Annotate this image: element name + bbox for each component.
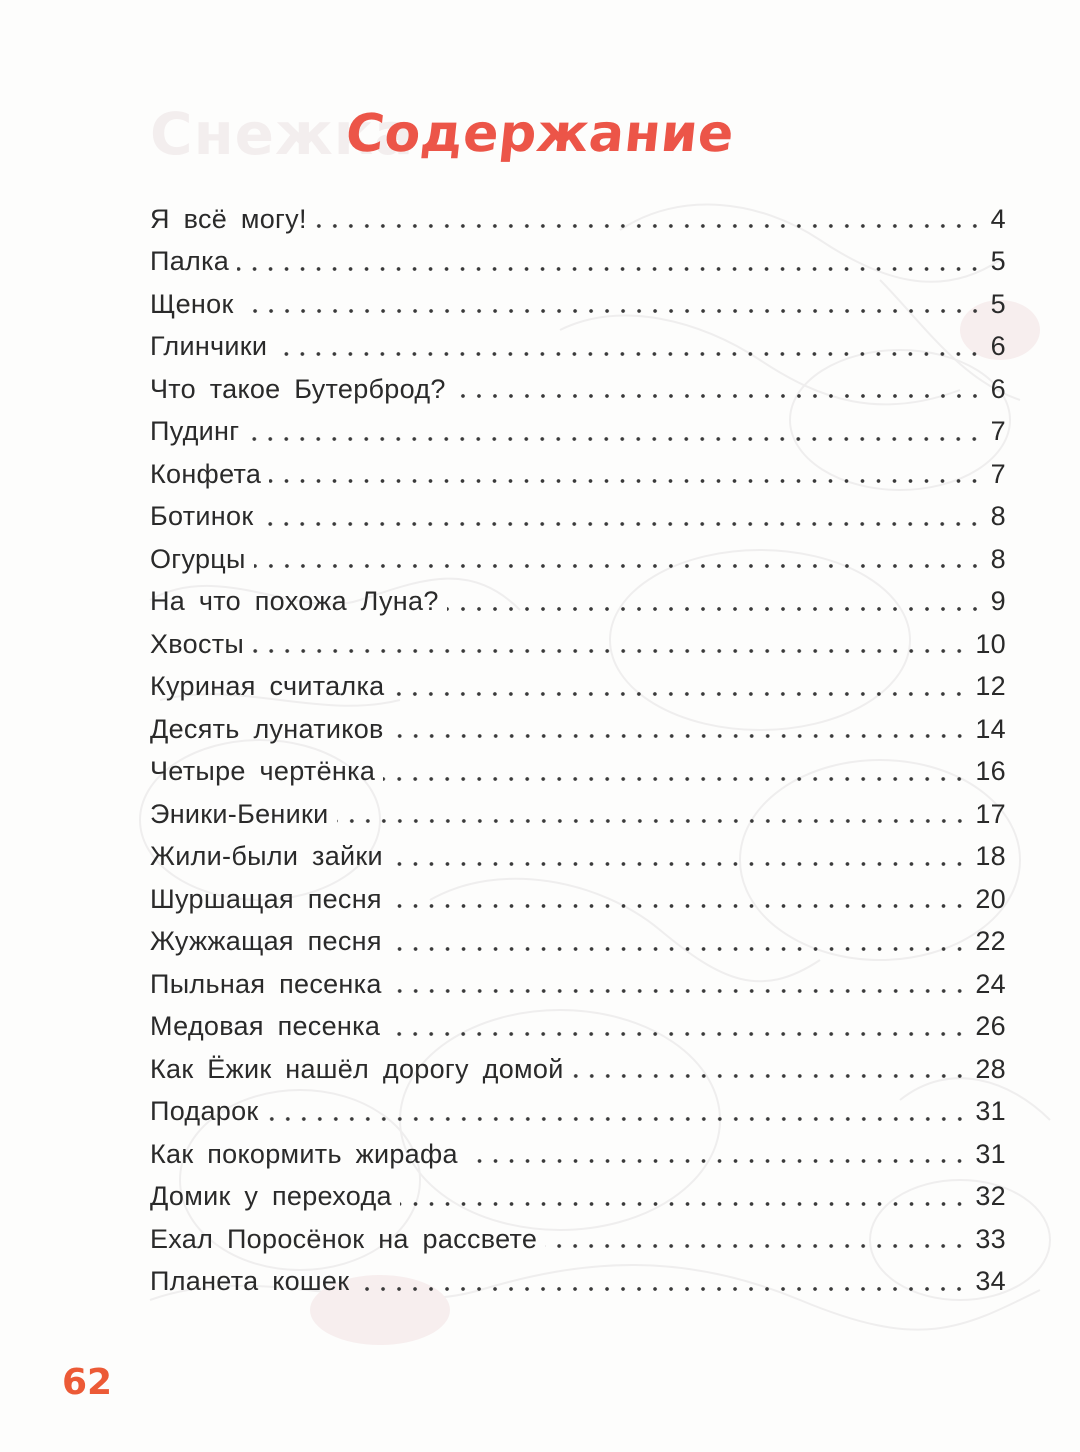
toc-entry-page-number: 4: [990, 203, 1006, 234]
toc-entry-title: Как Ёжик нашёл дорогу домой: [150, 1053, 564, 1084]
toc-entry[interactable]: [150, 1091, 1006, 1134]
toc-entry-page-number: 12: [975, 671, 1006, 702]
toc-entry-title: Палка: [150, 246, 230, 277]
dot-leader: [392, 691, 967, 697]
toc-entry-page-number: 31: [975, 1138, 1006, 1169]
toc-entry[interactable]: [150, 963, 1006, 1006]
toc-entry[interactable]: [150, 921, 1006, 964]
toc-entry-page-number: 7: [990, 416, 1006, 447]
toc-entry-page-number: 14: [975, 713, 1006, 744]
toc-entry-page-number: 24: [975, 968, 1006, 999]
toc-entry[interactable]: [150, 538, 1006, 581]
toc-entry[interactable]: [150, 581, 1006, 624]
toc-entry[interactable]: [150, 878, 1006, 921]
table-of-contents: [150, 198, 1006, 1303]
dot-leader: [391, 861, 967, 867]
toc-entry-page-number: 22: [975, 926, 1006, 957]
toc-entry[interactable]: [150, 453, 1006, 496]
toc-entry-title: Медовая песенка: [150, 1011, 381, 1042]
toc-entry-title: Ботинок: [150, 501, 254, 532]
toc-entry-page-number: 33: [975, 1223, 1006, 1254]
toc-entry[interactable]: [150, 1048, 1006, 1091]
dot-leader: [261, 521, 982, 527]
toc-entry-page-number: 31: [975, 1096, 1006, 1127]
toc-entry-title: Что такое Бутерброд?: [150, 373, 446, 404]
dot-leader: [390, 946, 968, 952]
dot-leader: [275, 351, 982, 357]
dot-leader: [447, 606, 983, 612]
toc-entry-title: Щенок: [150, 288, 234, 319]
toc-entry[interactable]: [150, 326, 1006, 369]
toc-entry-page-number: 28: [975, 1053, 1006, 1084]
toc-entry-title: Куриная считалка: [150, 671, 385, 702]
toc-entry-page-number: 8: [990, 501, 1006, 532]
toc-entry-page-number: 9: [990, 586, 1006, 617]
toc-entry[interactable]: [150, 411, 1006, 454]
dot-leader: [254, 563, 983, 569]
toc-entry-title: Шуршащая песня: [150, 883, 382, 914]
toc-entry[interactable]: [150, 623, 1006, 666]
toc-entry-title: Подарок: [150, 1096, 259, 1127]
toc-entry-title: На что похожа Луна?: [150, 586, 439, 617]
toc-entry-title: Я всё могу!: [150, 203, 307, 234]
toc-entry[interactable]: [150, 751, 1006, 794]
toc-entry-title: Хвосты: [150, 628, 245, 659]
toc-entry-page-number: 5: [990, 246, 1006, 277]
toc-entry-title: Ехал Поросёнок на рассвете: [150, 1223, 538, 1254]
toc-entry-title: Глинчики: [150, 331, 268, 362]
toc-entry[interactable]: [150, 1133, 1006, 1176]
toc-entry-title: Четыре чертёнка: [150, 756, 376, 787]
toc-entry-page-number: 6: [990, 331, 1006, 362]
dot-leader: [390, 988, 968, 994]
toc-entry-page-number: 8: [990, 543, 1006, 574]
toc-entry-title: Десять лунатиков: [150, 713, 384, 744]
dot-leader: [390, 903, 968, 909]
toc-entry-title: Пудинг: [150, 416, 240, 447]
toc-entry-title: Как покормить жирафа: [150, 1138, 458, 1169]
toc-entry-title: Конфета: [150, 458, 262, 489]
dot-leader: [392, 733, 968, 739]
dot-leader: [400, 1201, 968, 1207]
dot-leader: [252, 648, 967, 654]
dot-leader: [337, 818, 968, 824]
dot-leader: [242, 308, 983, 314]
toc-entry-page-number: 26: [975, 1011, 1006, 1042]
toc-entry[interactable]: [150, 1006, 1006, 1049]
toc-entry[interactable]: [150, 793, 1006, 836]
toc-entry-page-number: 16: [975, 756, 1006, 787]
toc-entry[interactable]: [150, 1261, 1006, 1304]
toc-entry-page-number: 7: [990, 458, 1006, 489]
dot-leader: [237, 266, 983, 272]
dot-leader: [269, 478, 983, 484]
toc-entry-title: Жили-были зайки: [150, 841, 383, 872]
toc-entry[interactable]: [150, 368, 1006, 411]
toc-entry-page-number: 10: [975, 628, 1006, 659]
page-number: 62: [62, 1362, 113, 1403]
dot-leader: [383, 776, 967, 782]
toc-entry-title: Огурцы: [150, 543, 246, 574]
dot-leader: [388, 1031, 967, 1037]
page-title: Содержание: [342, 104, 738, 164]
toc-entry-page-number: 20: [975, 883, 1006, 914]
toc-entry-title: Эники-Беники: [150, 798, 329, 829]
toc-entry-title: Домик у перехода: [150, 1181, 392, 1212]
dot-leader: [454, 393, 983, 399]
toc-entry-page-number: 5: [990, 288, 1006, 319]
dot-leader: [466, 1158, 968, 1164]
toc-entry[interactable]: [150, 1218, 1006, 1261]
toc-entry[interactable]: [150, 836, 1006, 879]
toc-entry-title: Жужжащая песня: [150, 926, 382, 957]
dot-leader: [315, 223, 983, 229]
toc-entry-title: Пыльная песенка: [150, 968, 382, 999]
toc-entry[interactable]: [150, 708, 1006, 751]
faded-background-title: Снежка: [150, 100, 415, 168]
toc-entry-page-number: 32: [975, 1181, 1006, 1212]
toc-entry-page-number: 6: [990, 373, 1006, 404]
toc-entry[interactable]: [150, 198, 1006, 241]
dot-leader: [267, 1116, 968, 1122]
dot-leader: [572, 1073, 968, 1079]
dot-leader: [247, 436, 982, 442]
dot-leader: [545, 1243, 967, 1249]
toc-entry[interactable]: [150, 241, 1006, 284]
toc-entry-page-number: 34: [975, 1266, 1006, 1297]
toc-entry[interactable]: [150, 496, 1006, 539]
toc-entry[interactable]: [150, 1176, 1006, 1219]
toc-entry[interactable]: [150, 283, 1006, 326]
toc-entry[interactable]: [150, 666, 1006, 709]
toc-entry-title: Планета кошек: [150, 1266, 350, 1297]
toc-entry-page-number: 18: [975, 841, 1006, 872]
dot-leader: [357, 1286, 967, 1292]
toc-entry-page-number: 17: [975, 798, 1006, 829]
